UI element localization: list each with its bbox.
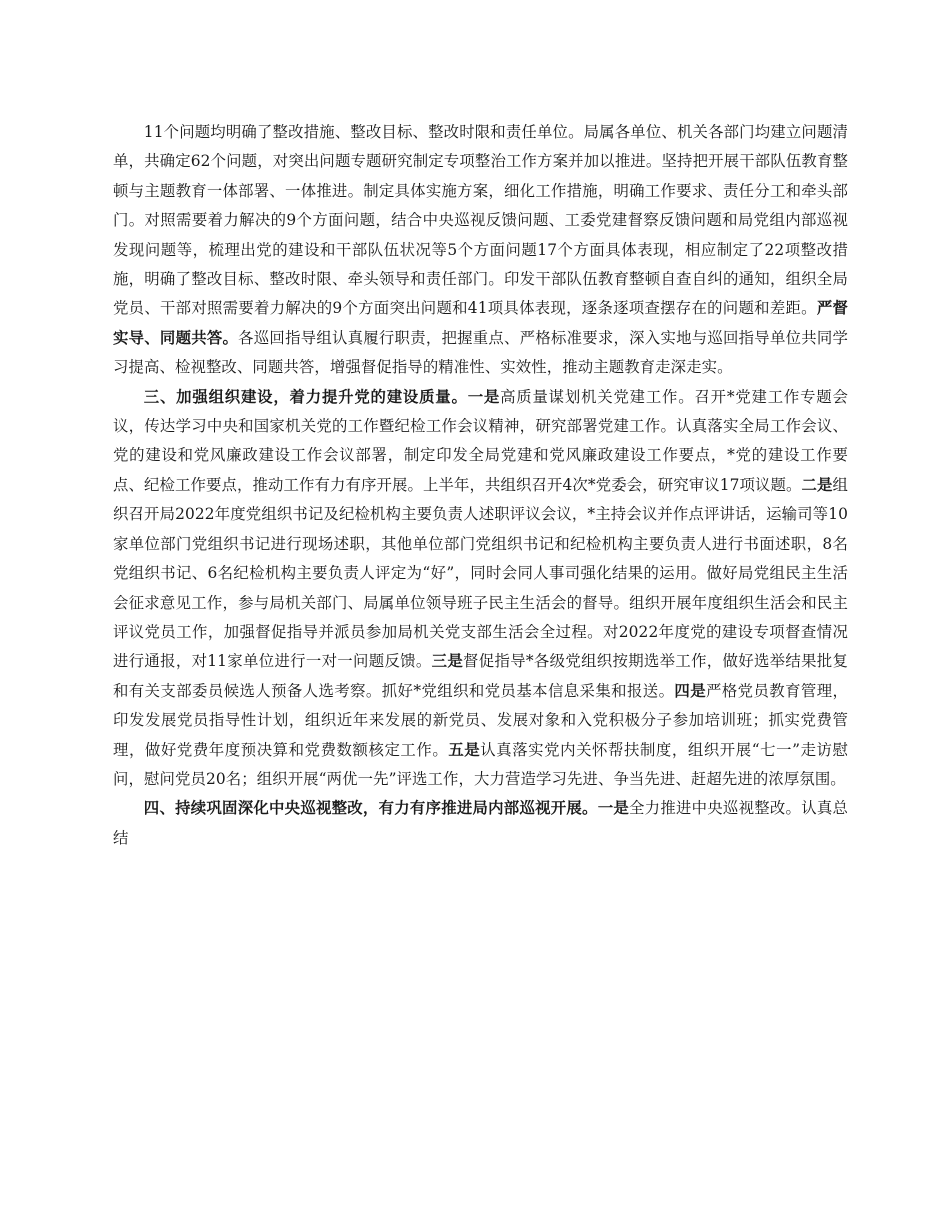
paragraph-text: 各巡回指导组认真履行职责，把握重点、严格标准要求，深入实地与巡回指导单位共同学习提高、检视整改、同题共答，增强督促指导的精准性、实效性，推动主题教育走深走实。 bbox=[113, 328, 848, 377]
paragraph-text: 认真落实党内关怀帮扶制度，组织开展“七一”走访慰问，慰问党员20名；组织开展“两优一先”评选工作，大力营造学习先进、争当先进、赶超先进的浓厚氛围。 bbox=[113, 740, 848, 788]
paragraph-text: 11个问题均明确了整改措施、整改目标、整改时限和责任单位。局属各单位、机关各部门均建立问题清单，共确定62个问题，对突出问题专题研究制定专项整治工作方案并加以推进。坚持把开展干部队伍教育整顿与主题教育一体部署、一体推进。制定具体实施方案，细化工作措施，明确工作要求、责任分工和牵头部门。对照需要着力解决的9个方面问题，结合中央巡视反馈问题、工委党建督察反馈问题和局党组内部巡视发现问题等，梳理出党的建设和干部队伍状况等5个方面问题17个方面具体表现，相应制定了22项整改措施，明确了整改目标、整改时限、牵头领导和责任部门。印发干部队伍教育整顿自查自纠的通知，组织全局党员、干部对照需要着力解决的9个方面突出问题和41项具体表现，逐条逐项查摆存在的问题和差距。 bbox=[113, 123, 848, 318]
paragraph-text: 督促指导*各级党组织按期选举工作，做好选举结果批复和有关支部委员候选人预备人选考察。抓好*党组织和党员基本信息采集和报送。 bbox=[113, 652, 849, 700]
paragraph-1 bbox=[113, 118, 848, 383]
section-heading: 三、加强组织建设，着力提升党的建设质量。一是 bbox=[143, 387, 501, 406]
paragraph-text: 全力推进中央巡视整改。认真总结 bbox=[113, 799, 848, 847]
paragraph-text: 组织召开局2022年度党组织书记及纪检机构主要负责人述职评议会议，*主持会议并作点评讲话，运输司等10家单位部门党组织书记进行现场述职，其他单位部门党组织书记和纪检机构主要负责人进行书面述职，8名党组织书记、6名纪检机构主要负责人评定为“好”，同时会同人事司强化结果的运用。做好局党组民主生活会征求意见工作，参与局机关部门、局属单位领导班子民主生活会的督导。组织开展年度组织生活会和民主评议党员工作，加强督促指导并派员参加局机关党支部生活会全过程。对2022年度党的建设专项督查情况进行通报，对11家单位进行一对一问题反馈。 bbox=[113, 475, 848, 671]
paragraph-text: 严格党员教育管理，印发发展党员指导性计划，组织近年来发展的新党员、发展对象和入党积极分子参加培训班；抓实党费管理，做好党费年度预决算和党费数额核定工作。 bbox=[113, 681, 849, 759]
section-heading: 四、持续巩固深化中央巡视整改，有力有序推进局内部巡视开展。一是 bbox=[143, 799, 630, 818]
item-marker: 五是 bbox=[448, 740, 481, 759]
document-body bbox=[113, 118, 848, 853]
paragraph-text: 高质量谋划机关党建工作。召开*党建工作专题会议，传达学习中央和国家机关党的工作暨纪检工作会议精神，研究部署党建工作。认真落实全局工作会议、党的建设和党风廉政建设工作会议部署，制定印发全局党建和党风廉政建设工作要点，*党的建设工作要点、纪检工作要点，推动工作有力有序开展。上半年，共组织召开4次*党委会，研究审议17项议题。 bbox=[113, 387, 848, 494]
item-marker: 四是 bbox=[674, 681, 707, 700]
bold-heading-text: 严督实导、同题共答。 bbox=[113, 299, 848, 347]
paragraph-3 bbox=[113, 794, 848, 853]
item-marker: 二是 bbox=[801, 475, 833, 494]
item-marker: 三是 bbox=[431, 652, 464, 671]
paragraph-2 bbox=[113, 383, 848, 795]
